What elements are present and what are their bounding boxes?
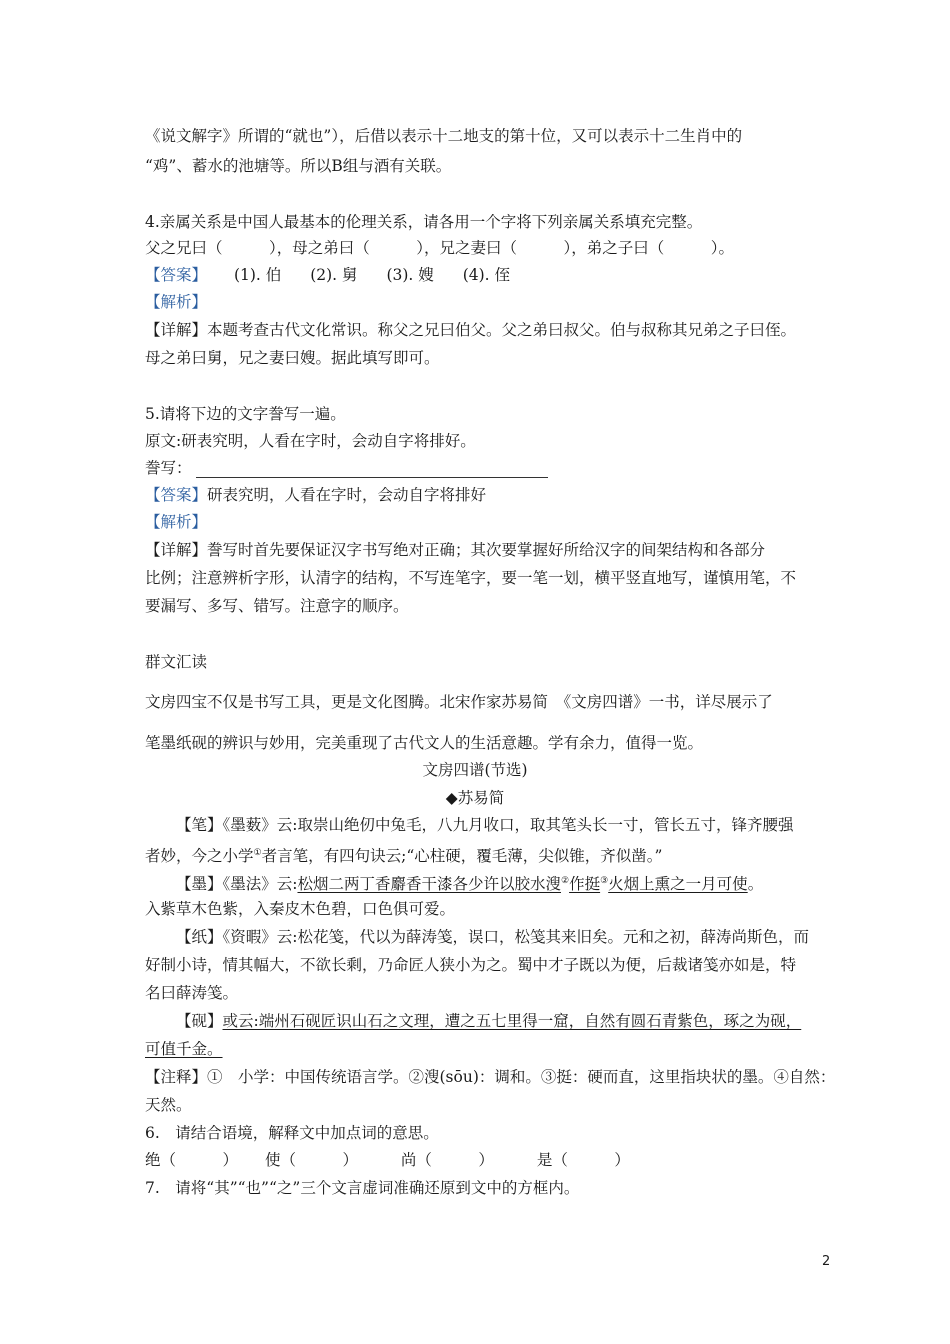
bi-text-a: 者妙，今之小学	[145, 847, 254, 866]
q5-copy-line	[145, 458, 548, 478]
mo-line-1	[176, 871, 763, 894]
note-mark-2: ②	[561, 876, 570, 886]
top-line-1: 《说文解字》所谓的“就也”），后借以表示十二地支的第十位，又可以表示十二生肖中的	[145, 127, 743, 145]
q5-answer	[145, 485, 486, 505]
intro-2: 笔墨纸砚的辨识与妙用，完美重现了古代文人的生活意趣。学有余力，值得一览。	[145, 734, 704, 752]
q4-analysis-tag: 【解析】	[145, 293, 208, 311]
page-number: 2	[822, 1254, 831, 1269]
mo-text-a: 【墨】《墨法》云:	[176, 875, 298, 894]
detail-text: 本题考查古代文化常识。称父之兄曰伯父。父之弟曰叔父。伯与叔称其兄弟之子曰侄。	[207, 321, 797, 339]
q6-items	[145, 1150, 630, 1170]
q6-item-3: 尚（ ）	[400, 1151, 494, 1169]
answer-tag: 【答案】	[145, 266, 208, 284]
q5-detail-2: 比例；注意辨析字形，认清字的结构，不写连笔字，要一笔一划，横平竖直地写，谨慎用笔，不	[145, 569, 797, 587]
zhi-line-3: 名曰薛涛笺。	[145, 984, 239, 1002]
note-mark-1: ①	[253, 848, 262, 858]
detail-tag: 【详解】	[145, 541, 208, 559]
q6-item-1: 绝（ ）	[145, 1151, 239, 1169]
zhi-line-1: 【纸】《资暇》云:松花笺，代以为薛涛笺，误口，松笺其来旧矣。元和之初，薛涛尚斯色，而	[176, 928, 809, 946]
q6-stem: 6. 请结合语境，解释文中加点词的意思。	[145, 1124, 439, 1142]
q4-detail-2: 母之弟曰舅，兄之妻曰嫂。据此填写即可。	[145, 349, 440, 367]
q5-detail-3: 要漏写、多写、错写。注意字的顺序。	[145, 597, 409, 615]
mo-line-2: 入紫草木色紫，入秦皮木色碧，口色俱可爱。	[145, 900, 456, 918]
passage-author: ◆苏易简	[445, 789, 505, 807]
detail-tag: 【详解】	[145, 321, 208, 339]
intro-1: 文房四宝不仅是书写工具，更是文化图腾。北宋作家苏易简 《文房四谱》一书，详尽展示了	[145, 693, 773, 711]
q6-item-2: 使（ ）	[264, 1151, 358, 1169]
note-mark-3: ③	[600, 876, 609, 886]
q6-item-4: 是（ ）	[536, 1151, 630, 1169]
copy-label: 誊写：	[145, 459, 192, 477]
q4-detail-1	[145, 320, 796, 340]
section-title: 群文汇读	[145, 653, 208, 671]
yan-line-2: 可值千金。	[145, 1040, 223, 1058]
answer-4: (4). 侄	[462, 266, 511, 284]
q4-fill-line: 父之兄曰（ ），母之弟曰（ ），兄之妻曰（ ），弟之子曰（ ）。	[145, 239, 735, 257]
bi-line-2	[145, 843, 662, 866]
mo-end: 。	[747, 875, 764, 894]
q5-analysis-tag: 【解析】	[145, 513, 208, 531]
q4-answer-row	[145, 265, 510, 285]
note-line-2: 天然。	[145, 1096, 192, 1114]
q5-original: 原文:研表究明，人看在字时，会动自字将排好。	[145, 432, 476, 450]
passage-title: 文房四谱(节选)	[422, 761, 528, 779]
q5-detail-1	[145, 540, 765, 560]
answer-3: (3). 嫂	[386, 266, 434, 284]
note-line-1: 【注释】① 小学：中国传统语言学。②溲(sōu)：调和。③挺：硬而直，这里指块状的墨。④自然：	[145, 1068, 836, 1086]
bi-line-1: 【笔】《墨薮》云:取崇山绝仞中兔毛，八九月收口，取其笔头长一寸，管长五寸，锋齐腰强	[176, 816, 794, 834]
q5-stem: 5.请将下边的文字誊写一遍。	[145, 405, 346, 423]
yan-underline-1: 或云:端州石砚匠识山石之文理，遭之五七里得一窟，自然有圆石青紫色，琢之为砚，	[222, 1012, 802, 1030]
answer-1: (1). 伯	[233, 266, 282, 284]
mo-underline-3: 火烟上熏之一月可使	[608, 875, 748, 894]
top-line-2: “鸡”、蓄水的池塘等。所以B组与酒有关联。	[145, 157, 452, 175]
answer-tag: 【答案】	[145, 486, 208, 504]
detail-text: 誊写时首先要保证汉字书写绝对正确；其次要掌握好所给汉字的间架结构和各部分	[207, 541, 766, 559]
answer-2: (2). 舅	[310, 266, 358, 284]
yan-line-1	[176, 1011, 801, 1031]
bi-text-b: 者言笔，有四句诀云;“心柱硬，覆毛薄，尖似锥，齐似凿。”	[261, 847, 663, 866]
zhi-line-2: 好制小诗，情其幅大，不欲长剩，乃命匠人狭小为之。蜀中才子既以为便，后裁诸笺亦如是，特	[145, 956, 797, 974]
yan-tag: 【砚】	[176, 1012, 223, 1030]
mo-underline-1: 松烟二两丁香麝香干漆各少许以胶水溲	[297, 875, 561, 894]
mo-underline-2: 作挺	[569, 875, 601, 894]
q4-stem: 4.亲属关系是中国人最基本的伦理关系，请各用一个字将下列亲属关系填充完整。	[145, 213, 703, 231]
q7-stem: 7. 请将“其”“也”“之”三个文言虚词准确还原到文中的方框内。	[145, 1179, 580, 1197]
answer-text: 研表究明，人看在字时，会动自字将排好	[207, 486, 487, 504]
copy-blank[interactable]	[196, 463, 548, 478]
